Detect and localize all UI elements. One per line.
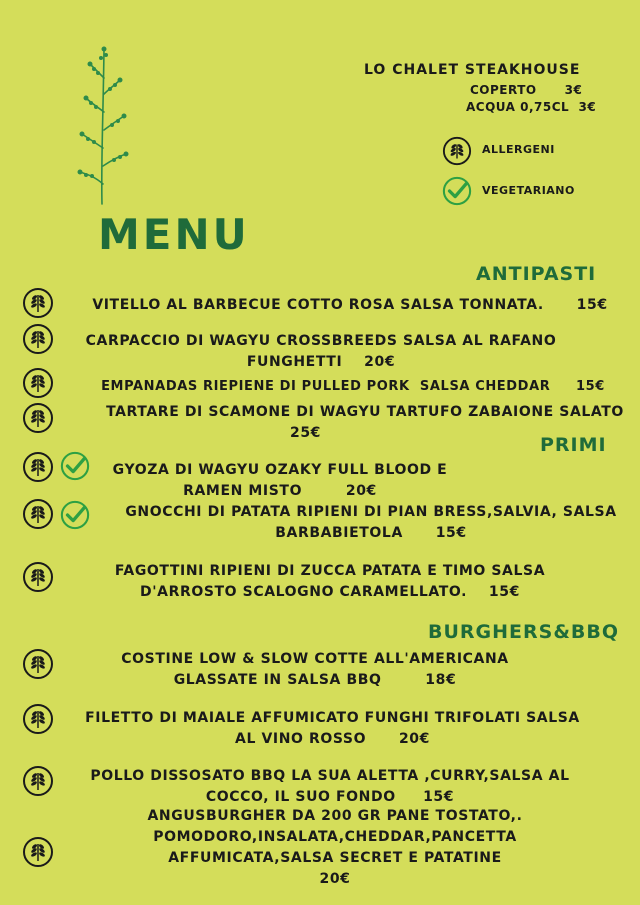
dish-filetto — [80, 708, 585, 750]
dish-fagottini — [80, 561, 580, 603]
check-circle-icon — [442, 176, 472, 206]
dish-line: GLASSATE IN SALSA BBQ 18€ — [173, 672, 457, 688]
wheat-circle-icon — [442, 136, 472, 166]
plant-branch-icon — [74, 44, 134, 209]
dish-line: COCCO, IL SUO FONDO 15€ — [205, 789, 455, 805]
wheat-circle-icon — [22, 561, 54, 593]
dish-vitello — [70, 295, 630, 316]
dish-angusburgher — [100, 806, 570, 890]
dish-line: COSTINE LOW & SLOW COTTE ALL'AMERICANA — [121, 651, 509, 667]
coperto-price: COPERTO 3€ — [470, 83, 583, 97]
wheat-circle-icon — [22, 287, 54, 319]
dish-line: VITELLO AL BARBECUE COTTO ROSA SALSA TONNATA. 15€ — [92, 297, 608, 313]
wheat-circle-icon — [22, 323, 54, 355]
check-circle-icon — [60, 500, 90, 530]
dish-pollo — [80, 766, 580, 808]
dish-line: POMODORO,INSALATA,CHEDDAR,PANCETTA — [153, 829, 517, 845]
restaurant-name: LO CHALET STEAKHOUSE — [364, 62, 581, 78]
section-primi: PRIMI — [540, 434, 607, 456]
dish-line: 20€ — [319, 871, 351, 887]
dish-line: FAGOTTINI RIPIENI DI ZUCCA PATATA E TIMO SALSA — [114, 563, 546, 579]
dish-line: CARPACCIO DI WAGYU CROSSBREEDS SALSA AL RAFANO — [85, 333, 557, 349]
wheat-circle-icon — [22, 836, 54, 868]
wheat-circle-icon — [22, 451, 54, 483]
dish-line: BARBABIETOLA 15€ — [275, 525, 467, 541]
dish-tartare — [90, 402, 640, 444]
dish-line: AL VINO ROSSO 20€ — [235, 731, 430, 747]
dish-empanadas — [98, 376, 608, 397]
dish-carpaccio — [66, 331, 576, 373]
wheat-circle-icon — [22, 402, 54, 434]
dish-gnocchi — [104, 502, 638, 544]
dish-line: FUNGHETTI 20€ — [246, 354, 396, 370]
wheat-circle-icon — [22, 765, 54, 797]
wheat-circle-icon — [22, 703, 54, 735]
menu-title: MENU — [98, 210, 250, 259]
dish-line: POLLO DISSOSATO BBQ LA SUA ALETTA ,CURRY,SALSA AL — [90, 768, 570, 784]
wheat-circle-icon — [22, 648, 54, 680]
dish-gyoza — [100, 460, 460, 502]
vegetariano-label: VEGETARIANO — [482, 184, 575, 197]
dish-line: D'ARROSTO SCALOGNO CARAMELLATO. 15€ — [140, 584, 520, 600]
acqua-price: ACQUA 0,75CL 3€ — [466, 100, 597, 114]
check-circle-icon — [60, 451, 90, 481]
dish-line: ANGUSBURGHER DA 200 GR PANE TOSTATO,. — [147, 808, 523, 824]
dish-line: RAMEN MISTO 20€ — [183, 483, 377, 499]
dish-costine — [90, 649, 540, 691]
wheat-circle-icon — [22, 367, 54, 399]
dish-line: EMPANADAS RIEPIENE DI PULLED PORK SALSA CHEDDAR 15€ — [101, 379, 605, 394]
dish-line: TARTARE DI SCAMONE DI WAGYU TARTUFO ZABAIONE SALATO — [106, 404, 624, 420]
section-antipasti: ANTIPASTI — [476, 263, 597, 285]
dish-line: FILETTO DI MAIALE AFFUMICATO FUNGHI TRIFOLATI SALSA — [85, 710, 580, 726]
dish-line: GYOZA DI WAGYU OZAKY FULL BLOOD E — [112, 462, 448, 478]
dish-line: AFFUMICATA,SALSA SECRET E PATATINE — [168, 850, 502, 866]
section-burgers: BURGHERS&BBQ — [428, 621, 620, 643]
allergeni-label: ALLERGENI — [482, 143, 555, 156]
dish-line: GNOCCHI DI PATATA RIPIENI DI PIAN BRESS,SALVIA, SALSA — [125, 504, 617, 520]
wheat-circle-icon — [22, 498, 54, 530]
dish-line: 25€ — [290, 425, 322, 441]
